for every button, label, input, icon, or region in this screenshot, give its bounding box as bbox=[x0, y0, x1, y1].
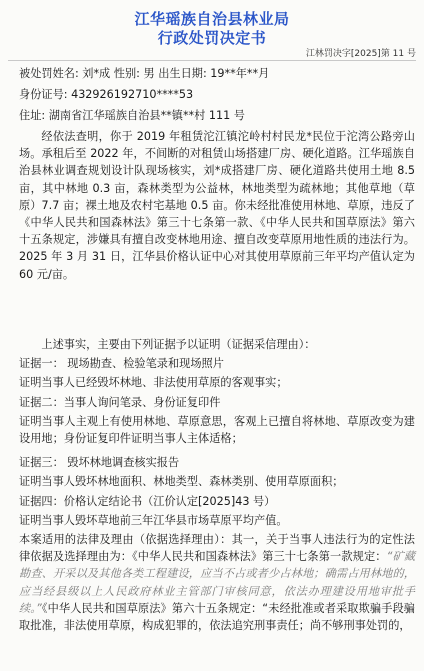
evidence-3-title: 证据三： 毁坏林地调查核实报告 bbox=[19, 456, 180, 469]
grassland-law-title: 《中华人民共和国草原法》 bbox=[41, 601, 172, 615]
evidence-4-title: 证据四：价格认定结论书（江价认定[2025]43 号） bbox=[19, 495, 276, 508]
header-divider bbox=[8, 60, 416, 61]
forest-law-quote: “矿藏勘查、开采以及其他各类工程建设，应当不占或者少占林地；确需占用林地的，应当经县级以上人民政府林业主管部门审核同意，依法办理建设用地审批手续。” bbox=[19, 550, 416, 615]
issuing-authority-title: 江华瑶族自治县林业局 bbox=[134, 10, 290, 28]
document-number: 江林罚决字[2025]第 11 号 bbox=[305, 49, 416, 59]
evidence-4-reason: 证明当事人毁坏草地前三年江华县市场草原平均产值。 bbox=[19, 514, 288, 527]
evidence-2-reason: 证明当事人主观上有使用林地、草原意思，客观上已擅自将林地、草原改变为建设用地；身份证复印件证明当事人主体适格； bbox=[19, 415, 415, 446]
party-address-line: 住址: 湖南省江华瑶族自治县**镇**村 111 号 bbox=[19, 109, 245, 122]
party-id-line: 身份证号: 432926192710****53 bbox=[19, 88, 194, 101]
facts-paragraph: 经依法查明，你于 2019 年租赁沱江镇沱岭村村民龙*民位于沱湾公路旁山场。承租后至 2022 年，不间断的对租赁山场搭建厂房、硬化道路。江华瑶族自治县林业调查规划设计队现场核实，刘*成搭建厂房、硬化道路共使用土地 8.5 亩，其中林地 0.3 亩，森林类型为公益林，林地类型为疏林地；其他草地（草原）7.7 亩；裸土地及农村宅基地 0.5 亩。你未经批准使用林地、草原，违反了《中华人民共和国森林法》第三十七条第一款、《中华人民共和国草原法》第六十五条规定，涉嫌具有擅自改变林地用途、擅自改变草原用地性质的违法行为。2025 年 3 月 31 日，江华县价格认证中心对其使用草原前三年平均产值认定为 60 元/亩。 bbox=[19, 130, 415, 281]
evidence-1-title: 证据一： 现场勘查、检验笔录和现场照片 bbox=[19, 357, 224, 370]
applicable-law-paragraph bbox=[19, 531, 415, 634]
document-title: 行政处罚决定书 bbox=[157, 29, 267, 47]
evidence-3-reason: 证明当事人毁坏林地面积、林地类型、森林类别、使用草原面积； bbox=[19, 475, 344, 488]
party-name-line: 被处罚姓名: 刘*成 性别: 男 出生日期: 19**年**月 bbox=[19, 67, 270, 80]
evidence-2-title: 证据二：当事人询问笔录、身份证复印件 bbox=[19, 396, 221, 409]
grassland-law-article: 第六十五条规定：“未经批准或者采取欺骗手段骗取批准，非法使用草原，构成犯罪的，依法追究刑事责任；尚不够刑事处罚的， bbox=[19, 601, 415, 633]
evidence-intro: 上述事实，主要由下列证据予以证明（证据采信理由）： bbox=[41, 338, 316, 351]
evidence-1-reason: 证明当事人已经毁坏林地、非法使用草原的客观事实； bbox=[19, 376, 288, 389]
applicable-law-intro: 本案适用的法律及理由（依据选择理由）：其一，关于当事人违法行为的定性法律依据及选择理由为：《中华人民共和国森林法》第三十七条第一款规定： bbox=[19, 533, 415, 564]
